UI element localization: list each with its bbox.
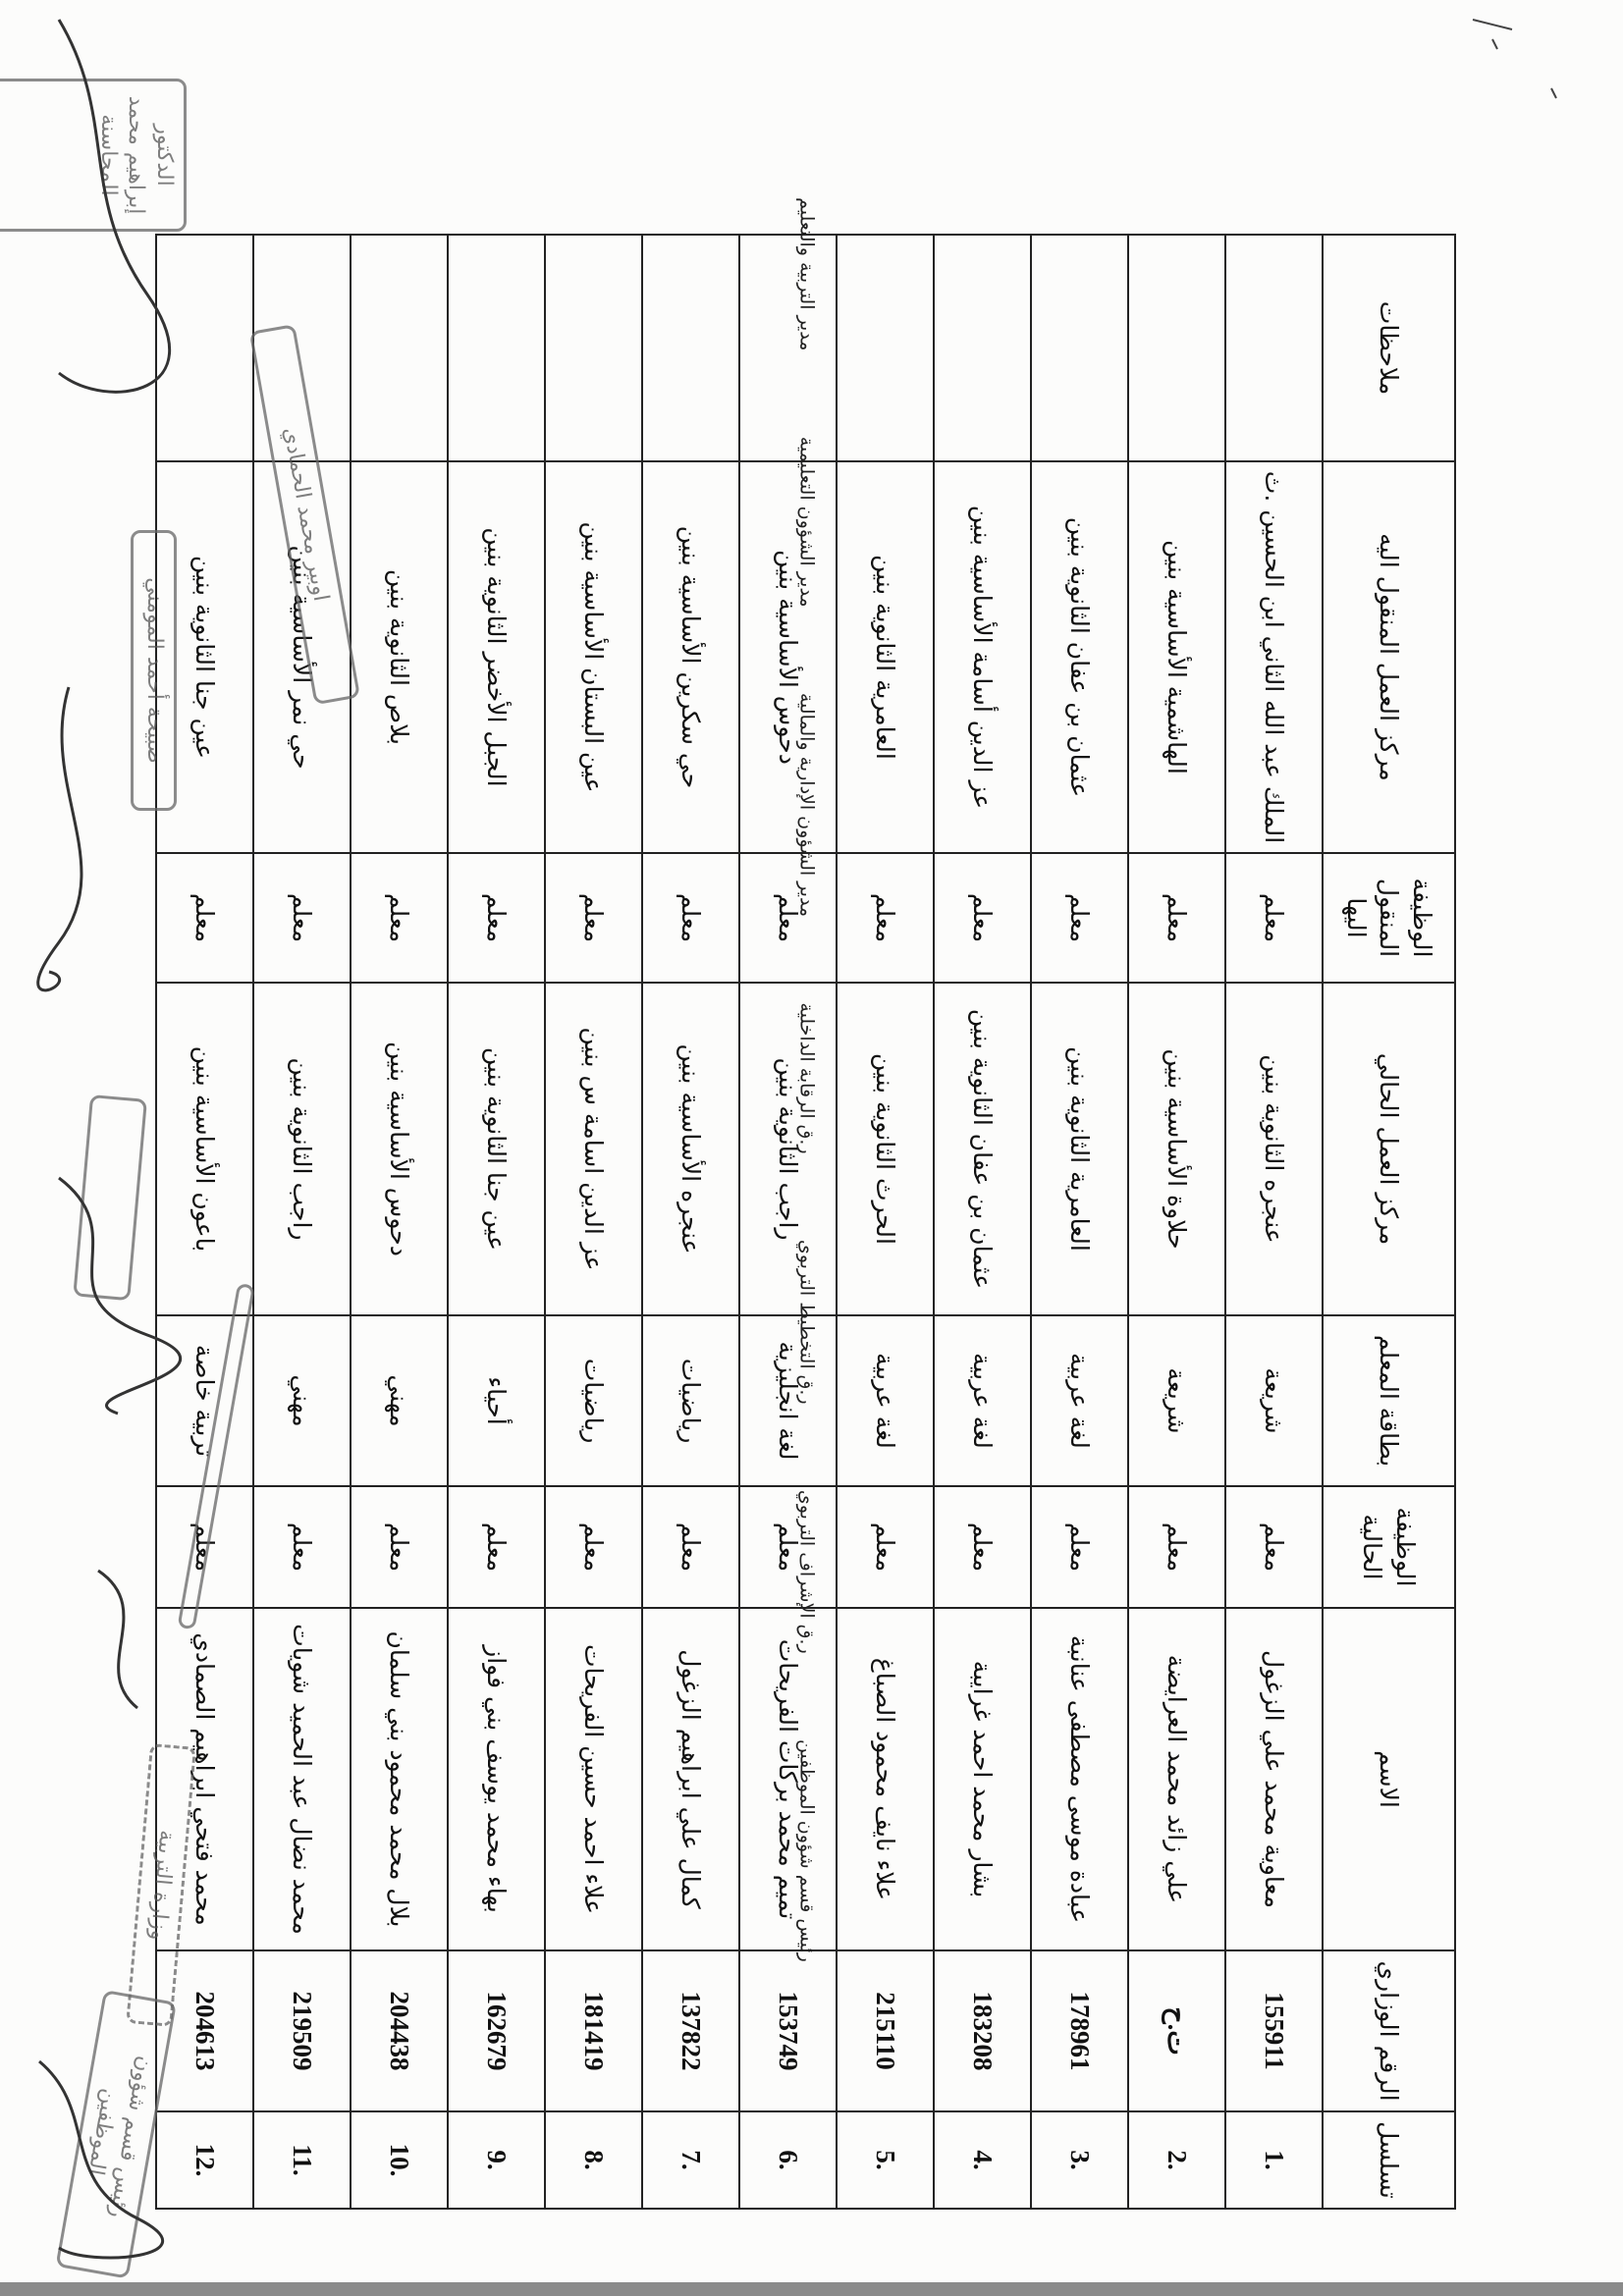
cell-serial: .2 xyxy=(1128,2111,1225,2209)
header-name: الاسم xyxy=(1323,1608,1455,1950)
cell-to-position: معلم xyxy=(253,853,351,983)
table-row xyxy=(1031,235,1128,2209)
cell-to-workplace: الملك عبد الله الثاني ابن الحسين .ث xyxy=(1225,461,1323,853)
cell-notes xyxy=(1128,235,1225,461)
table-header-row xyxy=(1323,235,1455,2209)
cell-name: بهاء محمد يوسف بني فواز xyxy=(448,1608,545,1950)
cell-to-position: معلم xyxy=(1031,853,1128,983)
cell-number: 204438 xyxy=(351,1950,448,2111)
cell-serial: .5 xyxy=(837,2111,934,2209)
cell-serial: .12 xyxy=(156,2111,253,2209)
cell-position: معلم xyxy=(642,1486,739,1608)
cell-card: مهني xyxy=(351,1315,448,1486)
cell-to-position: معلم xyxy=(837,853,934,983)
cell-name: علاء نايف محمود الصباغ xyxy=(837,1608,934,1950)
director-stamp-text: الدكتور إبراهيم محمد المحاسنة xyxy=(95,95,177,215)
cell-current: عز الدين اسامة س بنين xyxy=(545,983,642,1315)
cell-to-workplace: بلاص الثانوية بنين xyxy=(351,461,448,853)
cell-current: باعون الأساسية بنين xyxy=(156,983,253,1315)
cell-number: 204613 xyxy=(156,1950,253,2111)
cell-notes xyxy=(837,235,934,461)
cell-notes xyxy=(156,235,253,461)
cell-serial: .9 xyxy=(448,2111,545,2209)
admin-affairs-stamp xyxy=(131,530,177,811)
caption-education-director: مدير التربية والتعليم xyxy=(795,197,818,351)
cell-notes xyxy=(351,235,448,461)
cell-number: 181419 xyxy=(545,1950,642,2111)
cell-notes xyxy=(448,235,545,461)
cell-position: معلم xyxy=(1128,1486,1225,1608)
caption-internal-audit: ر.ق الرقابة الداخلية xyxy=(795,1002,818,1154)
cell-to-workplace: دحوس الأساسية بنين xyxy=(739,461,837,853)
cell-to-position: معلم xyxy=(1225,853,1323,983)
cell-card: أحياء xyxy=(448,1315,545,1486)
cell-card: تربية خاصة xyxy=(156,1315,253,1486)
cell-position: معلم xyxy=(253,1486,351,1608)
cell-position: معلم xyxy=(739,1486,837,1608)
cell-notes xyxy=(1225,235,1323,461)
ministry-stamp-text: وزارة التربية xyxy=(144,1829,180,1942)
cell-number: 162679 xyxy=(448,1950,545,2111)
table-row xyxy=(351,235,448,2209)
cell-position: معلم xyxy=(837,1486,934,1608)
header-ministry-number: الرقم الوزاري xyxy=(1323,1950,1455,2111)
cell-card: رياضيات xyxy=(642,1315,739,1486)
cell-to-workplace: العامرية الثانوية بنين xyxy=(837,461,934,853)
cell-number: 153749 xyxy=(739,1950,837,2111)
cell-number: ت.ح xyxy=(1128,1950,1225,2111)
caption-admin-finance: مدير الشؤون الإدارية والمالية xyxy=(795,692,818,918)
cell-current: راجب الثانوية بنين xyxy=(253,983,351,1315)
cell-name: محمد نضال عبد الحميد شويات xyxy=(253,1608,351,1950)
director-stamp xyxy=(0,79,187,232)
header-teacher-card: بطاقة المعلم xyxy=(1323,1315,1455,1486)
cell-to-workplace: عين البستان الأساسية بنين xyxy=(545,461,642,853)
cell-card: رياضيات xyxy=(545,1315,642,1486)
cell-position: معلم xyxy=(156,1486,253,1608)
cell-to-workplace: الجبل الأخضر الثانوية بنين xyxy=(448,461,545,853)
cell-position: معلم xyxy=(448,1486,545,1608)
cell-serial: .6 xyxy=(739,2111,837,2209)
admin-affairs-stamp-text: صبيحة أحمد المومني xyxy=(142,577,167,764)
cell-number: 215110 xyxy=(837,1950,934,2111)
cell-card: لغة انجليزية xyxy=(739,1315,837,1486)
cell-to-position: معلم xyxy=(448,853,545,983)
cell-position: معلم xyxy=(545,1486,642,1608)
cell-notes xyxy=(545,235,642,461)
cell-to-position: معلم xyxy=(739,853,837,983)
cell-to-workplace: عثمان بن عفان الثانوية بنين xyxy=(1031,461,1128,853)
caption-supervision: ر.ق الإشراف التربوي xyxy=(795,1489,818,1654)
signature-captions xyxy=(739,155,818,2005)
cell-current: حلاوة الأساسية بنين xyxy=(1128,983,1225,1315)
cell-card: شريعة xyxy=(1128,1315,1225,1486)
cell-name: كمال علي ابراهيم الزغول xyxy=(642,1608,739,1950)
cell-card: مهني xyxy=(253,1315,351,1486)
margin-marks xyxy=(1473,20,1556,98)
table-row xyxy=(837,235,934,2209)
cell-serial: .10 xyxy=(351,2111,448,2209)
cell-position: معلم xyxy=(351,1486,448,1608)
cell-current: عنجره الثانوية بنين xyxy=(1225,983,1323,1315)
signature-admin xyxy=(38,687,81,990)
caption-planning: ر.ق التخطيط التربوي xyxy=(795,1239,818,1405)
caption-education-affairs: مدير الشؤون التعليمية xyxy=(795,436,818,608)
header-notes: ملاحظات xyxy=(1323,235,1455,461)
cell-to-position: معلم xyxy=(545,853,642,983)
page-bottom-bar xyxy=(0,2282,1623,2296)
header-current-position: الوظيفة الحالية xyxy=(1323,1486,1455,1608)
cell-current: دحوس الأساسية بنين xyxy=(351,983,448,1315)
cell-notes xyxy=(1031,235,1128,461)
cell-card: لغة عربية xyxy=(837,1315,934,1486)
cell-to-position: معلم xyxy=(156,853,253,983)
cell-serial: .8 xyxy=(545,2111,642,2209)
cell-number: 178961 xyxy=(1031,1950,1128,2111)
cell-current: الحرث الثانوية بنين xyxy=(837,983,934,1315)
cell-number: 155911 xyxy=(1225,1950,1323,2111)
cell-current: عثمان بن عفان الثانوية بنين xyxy=(934,983,1031,1315)
caption-hr-head: رئيس قسم شؤون الموظفين xyxy=(795,1738,818,1962)
table-row xyxy=(1128,235,1225,2209)
education-affairs-stamp-text: اوبير محمد الحمادي xyxy=(278,425,334,604)
cell-serial: .4 xyxy=(934,2111,1031,2209)
audit-stamp xyxy=(73,1095,147,1301)
cell-name: محمد فتحي ابراهيم الصمادي xyxy=(156,1608,253,1950)
cell-to-workplace: عز الدين أسامة الأساسية بنين xyxy=(934,461,1031,853)
cell-card: لغة عربية xyxy=(934,1315,1031,1486)
cell-to-position: معلم xyxy=(934,853,1031,983)
header-transfer-workplace: مركز العمل المنقول اليه xyxy=(1323,461,1455,853)
cell-name: بلال محمد محمود بني سلمان xyxy=(351,1608,448,1950)
cell-name: تميم محمد بركات الفريحات xyxy=(739,1608,837,1950)
cell-name: بشار محمد احمد غرايبة xyxy=(934,1608,1031,1950)
cell-number: 183208 xyxy=(934,1950,1031,2111)
cell-card: لغة عربية xyxy=(1031,1315,1128,1486)
cell-current: عين جنا الثانوية بنين xyxy=(448,983,545,1315)
cell-name: معاوية محمد علي الزغول xyxy=(1225,1608,1323,1950)
cell-to-workplace: حي سكرين الأساسية بنين xyxy=(642,461,739,853)
cell-to-position: معلم xyxy=(351,853,448,983)
cell-current: راجب الثانوية بنين xyxy=(739,983,837,1315)
cell-notes xyxy=(934,235,1031,461)
cell-name: علي زائد محمد العرايضة xyxy=(1128,1608,1225,1950)
cell-to-workplace: عين جنا الثانوية بنين xyxy=(156,461,253,853)
cell-notes xyxy=(642,235,739,461)
table-row xyxy=(1225,235,1323,2209)
cell-name: علاء احمد حسين الفريحات xyxy=(545,1608,642,1950)
cell-number: 137822 xyxy=(642,1950,739,2111)
cell-serial: .11 xyxy=(253,2111,351,2209)
cell-position: معلم xyxy=(1225,1486,1323,1608)
cell-position: معلم xyxy=(934,1486,1031,1608)
cell-to-workplace: الهاشمية الأساسية بنين xyxy=(1128,461,1225,853)
cell-card: شريعة xyxy=(1225,1315,1323,1486)
cell-current: عنجره الأساسية بنين xyxy=(642,983,739,1315)
header-transfer-position: الوظيفة المنقول اليها xyxy=(1323,853,1455,983)
cell-number: 219509 xyxy=(253,1950,351,2111)
signature-supervision xyxy=(98,1571,137,1708)
cell-name: عبادة موسى مصطفى عنانبة xyxy=(1031,1608,1128,1950)
cell-to-position: معلم xyxy=(642,853,739,983)
hr-stamp-text: رئيس قسم شؤون الموظفين xyxy=(82,2054,157,2220)
table-row xyxy=(545,235,642,2209)
header-current-workplace: مركز العمل الحالي xyxy=(1323,983,1455,1315)
cell-current: العامرية الثانوية بنين xyxy=(1031,983,1128,1315)
table-row xyxy=(642,235,739,2209)
cell-to-position: معلم xyxy=(1128,853,1225,983)
cell-to-workplace: حي نمر الأساسية بنين xyxy=(253,461,351,853)
header-serial: تسلسل xyxy=(1323,2111,1455,2209)
cell-serial: .1 xyxy=(1225,2111,1323,2209)
cell-serial: .7 xyxy=(642,2111,739,2209)
table-row xyxy=(934,235,1031,2209)
table-row xyxy=(448,235,545,2209)
cell-serial: .3 xyxy=(1031,2111,1128,2209)
cell-position: معلم xyxy=(1031,1486,1128,1608)
